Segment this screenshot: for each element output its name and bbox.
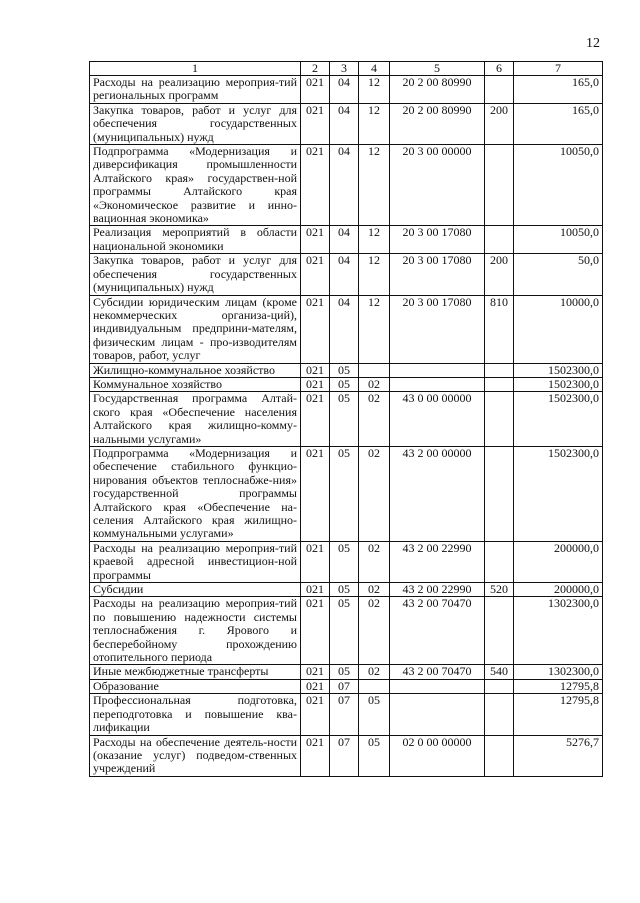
target-article-cell: [390, 694, 485, 735]
row-name-cell: Субсидии: [90, 583, 301, 597]
ministry-code-cell: 021: [301, 735, 330, 776]
amount-cell: 12795,8: [514, 694, 603, 735]
section-code-cell: 05: [330, 541, 359, 582]
target-article-cell: 43 0 00 00000: [390, 392, 485, 447]
header-row: [90, 62, 603, 76]
amount-cell: 12795,8: [514, 679, 603, 693]
amount-cell: 1502300,0: [514, 446, 603, 541]
section-code-cell: 05: [330, 377, 359, 391]
section-code-cell: 04: [330, 76, 359, 104]
expense-type-cell: 520: [485, 583, 514, 597]
subsection-code-cell: 02: [359, 446, 390, 541]
amount-cell: 50,0: [514, 254, 603, 295]
target-article-cell: [390, 363, 485, 377]
table-row: [90, 735, 603, 776]
amount-cell: 200000,0: [514, 541, 603, 582]
ministry-code-cell: 021: [301, 295, 330, 363]
ministry-code-cell: 021: [301, 694, 330, 735]
expense-type-cell: [485, 446, 514, 541]
expense-type-cell: [485, 363, 514, 377]
ministry-code-cell: 021: [301, 392, 330, 447]
row-name-cell: Расходы на обеспечение деятель-ности (оказание услуг) подведом-ственных учреждений: [90, 735, 301, 776]
header-cell: 5: [390, 62, 485, 76]
header-cell: 3: [330, 62, 359, 76]
amount-cell: 1502300,0: [514, 392, 603, 447]
target-article-cell: 43 2 00 22990: [390, 583, 485, 597]
table-row: [90, 226, 603, 254]
ministry-code-cell: 021: [301, 679, 330, 693]
subsection-code-cell: [359, 679, 390, 693]
section-code-cell: 07: [330, 679, 359, 693]
expense-type-cell: 200: [485, 103, 514, 144]
table-row: [90, 145, 603, 226]
target-article-cell: 20 3 00 17080: [390, 295, 485, 363]
target-article-cell: 20 3 00 17080: [390, 226, 485, 254]
ministry-code-cell: 021: [301, 254, 330, 295]
expense-type-cell: [485, 541, 514, 582]
table-row: [90, 597, 603, 665]
page-number: 12: [586, 36, 600, 51]
table-row: [90, 103, 603, 144]
table-row: [90, 583, 603, 597]
expense-type-cell: [485, 694, 514, 735]
amount-cell: 1502300,0: [514, 377, 603, 391]
expense-type-cell: 540: [485, 665, 514, 679]
target-article-cell: 20 3 00 17080: [390, 254, 485, 295]
subsection-code-cell: 02: [359, 392, 390, 447]
subsection-code-cell: 12: [359, 254, 390, 295]
row-name-cell: Образование: [90, 679, 301, 693]
ministry-code-cell: 021: [301, 583, 330, 597]
subsection-code-cell: 12: [359, 295, 390, 363]
header-cell: 4: [359, 62, 390, 76]
row-name-cell: Расходы на реализацию мероприя-тий краевой адресной инвестицион-ной программы: [90, 541, 301, 582]
subsection-code-cell: 12: [359, 76, 390, 104]
table-body: [90, 76, 603, 777]
target-article-cell: [390, 377, 485, 391]
expense-type-cell: [485, 76, 514, 104]
amount-cell: 10050,0: [514, 226, 603, 254]
row-name-cell: Иные межбюджетные трансферты: [90, 665, 301, 679]
subsection-code-cell: 02: [359, 583, 390, 597]
row-name-cell: Коммунальное хозяйство: [90, 377, 301, 391]
subsection-code-cell: 02: [359, 597, 390, 665]
amount-cell: 10000,0: [514, 295, 603, 363]
target-article-cell: 20 2 00 80990: [390, 103, 485, 144]
ministry-code-cell: 021: [301, 363, 330, 377]
table-row: [90, 541, 603, 582]
subsection-code-cell: 02: [359, 377, 390, 391]
target-article-cell: 43 2 00 70470: [390, 597, 485, 665]
subsection-code-cell: 02: [359, 541, 390, 582]
row-name-cell: Государственная программа Алтай-ского края «Обеспечение населения Алтайского края жилищно-комму-нальными услугами»: [90, 392, 301, 447]
section-code-cell: 04: [330, 254, 359, 295]
row-name-cell: Реализация мероприятий в области национальной экономики: [90, 226, 301, 254]
target-article-cell: 02 0 00 00000: [390, 735, 485, 776]
table-row: [90, 665, 603, 679]
target-article-cell: 43 2 00 00000: [390, 446, 485, 541]
subsection-code-cell: 12: [359, 103, 390, 144]
ministry-code-cell: 021: [301, 446, 330, 541]
subsection-code-cell: 05: [359, 694, 390, 735]
amount-cell: 1302300,0: [514, 665, 603, 679]
target-article-cell: 20 2 00 80990: [390, 76, 485, 104]
subsection-code-cell: [359, 363, 390, 377]
target-article-cell: 43 2 00 22990: [390, 541, 485, 582]
section-code-cell: 05: [330, 392, 359, 447]
amount-cell: 1502300,0: [514, 363, 603, 377]
section-code-cell: 04: [330, 226, 359, 254]
expense-type-cell: [485, 145, 514, 226]
table-row: [90, 377, 603, 391]
amount-cell: 5276,7: [514, 735, 603, 776]
subsection-code-cell: 12: [359, 226, 390, 254]
ministry-code-cell: 021: [301, 145, 330, 226]
section-code-cell: 04: [330, 103, 359, 144]
table-row: [90, 392, 603, 447]
row-name-cell: Профессиональная подготовка, переподготовка и повышение ква-лификации: [90, 694, 301, 735]
row-name-cell: Расходы на реализацию мероприя-тий региональных программ: [90, 76, 301, 104]
section-code-cell: 05: [330, 446, 359, 541]
subsection-code-cell: 02: [359, 665, 390, 679]
section-code-cell: 05: [330, 583, 359, 597]
expense-type-cell: [485, 377, 514, 391]
row-name-cell: Подпрограмма «Модернизация и диверсификация промышленности Алтайского края» государствен-ной программы Алтайского края «Экономическое развитие и инно-вационная экономика»: [90, 145, 301, 226]
ministry-code-cell: 021: [301, 226, 330, 254]
amount-cell: 200000,0: [514, 583, 603, 597]
table-row: [90, 363, 603, 377]
expense-type-cell: [485, 392, 514, 447]
amount-cell: 1302300,0: [514, 597, 603, 665]
row-name-cell: Расходы на реализацию мероприя-тий по повышению надежности системы теплоснабжения г. Ярового и бесперебойному прохождению отопительного периода: [90, 597, 301, 665]
section-code-cell: 04: [330, 145, 359, 226]
subsection-code-cell: 05: [359, 735, 390, 776]
expense-type-cell: [485, 679, 514, 693]
table-row: [90, 694, 603, 735]
expense-type-cell: 810: [485, 295, 514, 363]
ministry-code-cell: 021: [301, 541, 330, 582]
header-cell: 1: [90, 62, 301, 76]
row-name-cell: Жилищно-коммунальное хозяйство: [90, 363, 301, 377]
target-article-cell: [390, 679, 485, 693]
ministry-code-cell: 021: [301, 377, 330, 391]
subsection-code-cell: 12: [359, 145, 390, 226]
target-article-cell: 43 2 00 70470: [390, 665, 485, 679]
row-name-cell: Закупка товаров, работ и услуг для обеспечения государственных (муниципальных) нужд: [90, 103, 301, 144]
amount-cell: 165,0: [514, 103, 603, 144]
ministry-code-cell: 021: [301, 103, 330, 144]
amount-cell: 10050,0: [514, 145, 603, 226]
table-row: [90, 254, 603, 295]
section-code-cell: 05: [330, 363, 359, 377]
table-row: [90, 295, 603, 363]
header-cell: 6: [485, 62, 514, 76]
section-code-cell: 05: [330, 665, 359, 679]
amount-cell: 165,0: [514, 76, 603, 104]
table-row: [90, 679, 603, 693]
row-name-cell: Подпрограмма «Модернизация и обеспечение стабильного функцио-нирования объектов теплоснабже-ния» государственной программы Алтайского края «Обеспечение на-селения Алтайского края жилищно-коммунальными услугами»: [90, 446, 301, 541]
expense-type-cell: [485, 226, 514, 254]
section-code-cell: 05: [330, 597, 359, 665]
expense-type-cell: [485, 735, 514, 776]
ministry-code-cell: 021: [301, 665, 330, 679]
expense-type-cell: 200: [485, 254, 514, 295]
section-code-cell: 07: [330, 735, 359, 776]
header-cell: 7: [514, 62, 603, 76]
target-article-cell: 20 3 00 00000: [390, 145, 485, 226]
budget-table: [89, 61, 603, 777]
table-row: [90, 446, 603, 541]
ministry-code-cell: 021: [301, 597, 330, 665]
row-name-cell: Субсидии юридическим лицам (кроме некоммерческих организа-ций), индивидуальным предприни-мателям, физическим лицам - про-изводителям товаров, работ, услуг: [90, 295, 301, 363]
header-cell: 2: [301, 62, 330, 76]
ministry-code-cell: 021: [301, 76, 330, 104]
row-name-cell: Закупка товаров, работ и услуг для обеспечения государственных (муниципальных) нужд: [90, 254, 301, 295]
expense-type-cell: [485, 597, 514, 665]
section-code-cell: 04: [330, 295, 359, 363]
section-code-cell: 07: [330, 694, 359, 735]
table-row: [90, 76, 603, 104]
